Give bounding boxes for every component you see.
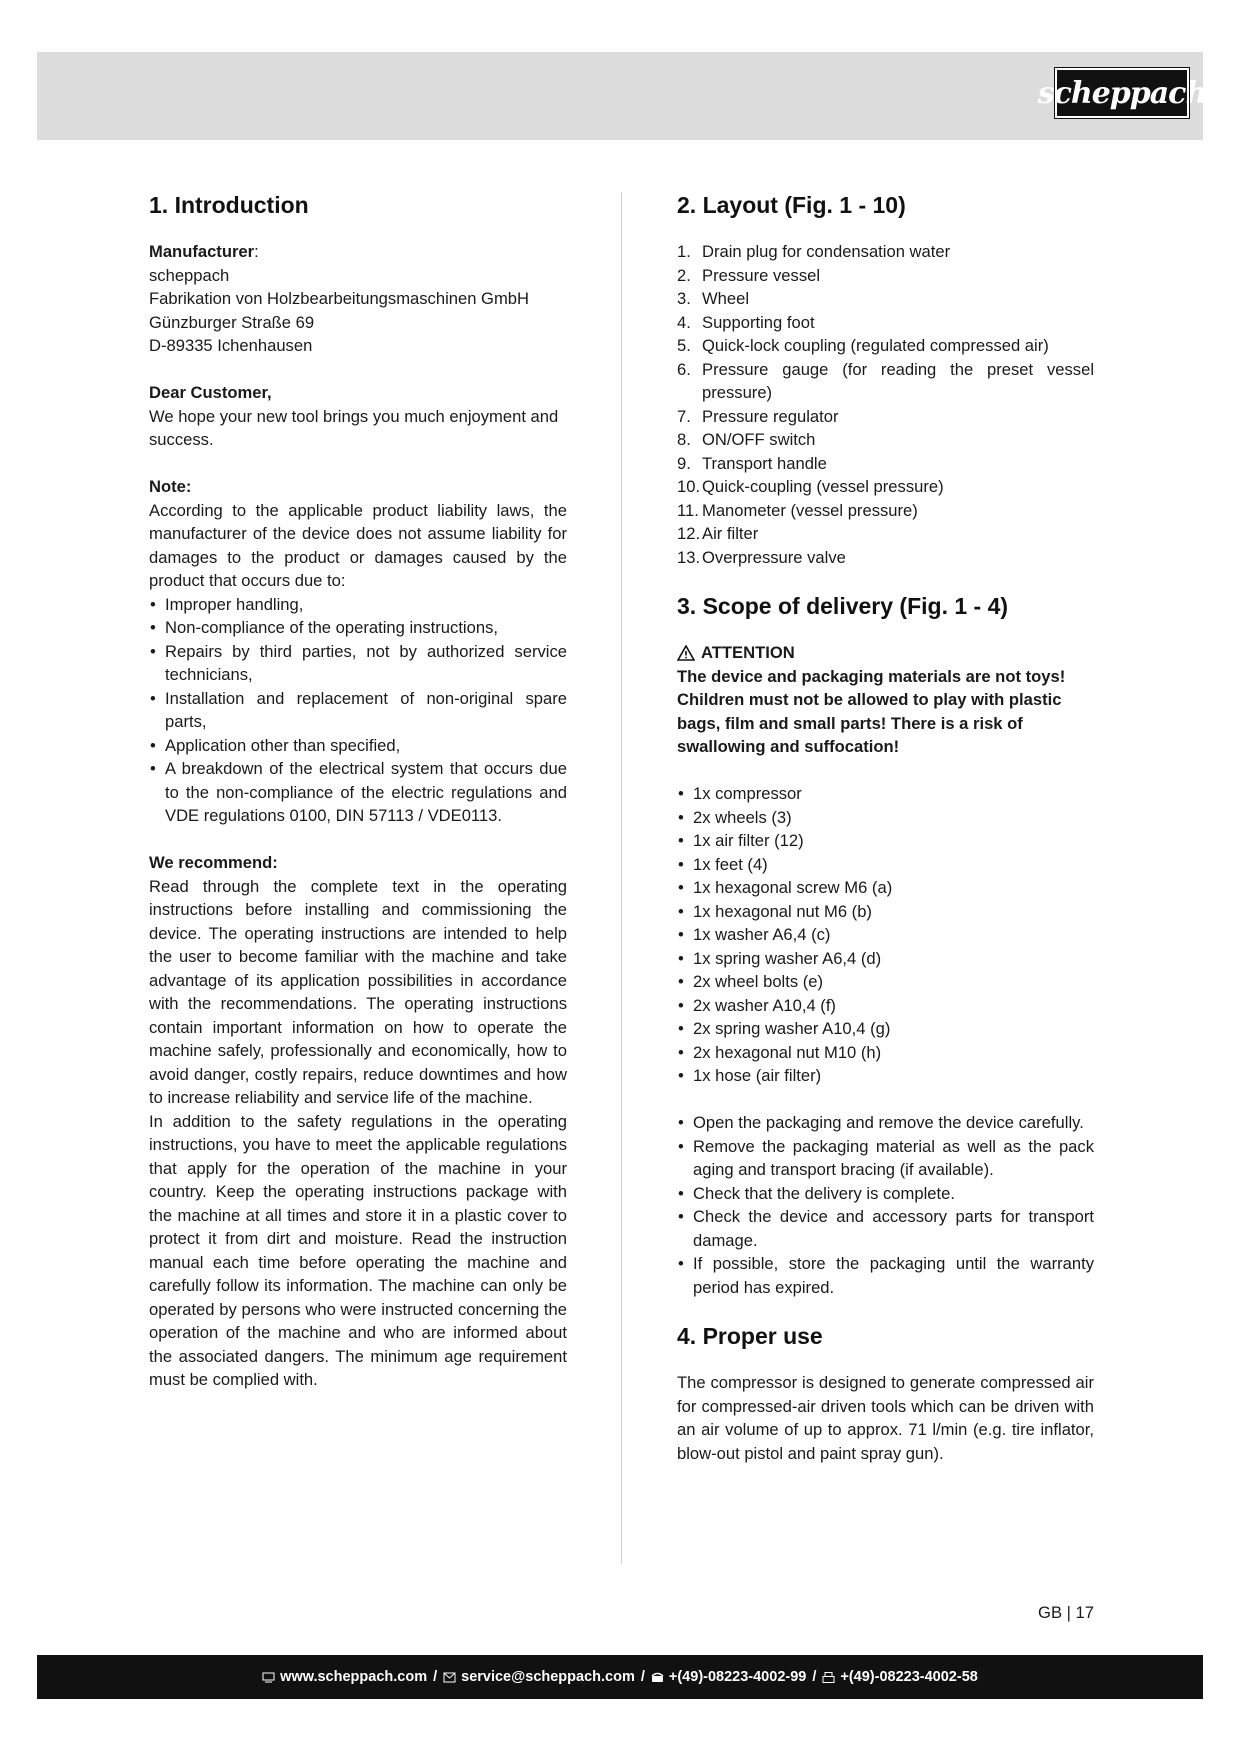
section-title-layout: 2. Layout (Fig. 1 - 10) [677, 192, 906, 218]
section-title-scope-of-delivery: 3. Scope of delivery (Fig. 1 - 4) [677, 593, 1009, 619]
list-item: • Check that the delivery is complete. [677, 1182, 1094, 1206]
proper-use-text: The compressor is designed to generate compressed air for compressed-air driven tools which can be driven with an air volume of up to approx. 71 l/min (e.g. tire inflator, blow-out pistol and paint spray gun). [677, 1373, 1094, 1463]
dear-customer-text: We hope your new tool brings you much enjoyment and success. [149, 406, 559, 449]
list-item: • 1x feet (4) [677, 853, 1094, 877]
list-item: • 1x air filter (12) [677, 829, 1094, 853]
list-item: 11. Manometer (vessel pressure) [677, 500, 918, 520]
recommend-paragraph: In addition to the safety regulations in the operating instructions, you have to meet the applicable regulations that apply for the operation of the machine in your country. Keep the operating instructions package with the machine at all times and store it in a plastic cover to protect it from dirt and moisture. Read the instruction manual each time before operating the machine and carefully follow its information. The machine can only be operated by persons who were instructed concerning the operation of the machine and who are informed about the associated dangers. The minimum age requirement must be complied with. [149, 1111, 567, 1389]
manufacturer-line: scheppach [149, 265, 230, 285]
footer-fax[interactable]: +(49)-08223-4002-58 [822, 1669, 977, 1685]
section-title-introduction: 1. Introduction [149, 192, 309, 218]
list-item: • Remove the packaging material as well as the pack aging and transport bracing (if available). [677, 1135, 1094, 1182]
list-item: 6. Pressure gauge (for reading the preset vessel pressure) [677, 359, 1094, 402]
footer-separator: / [433, 1669, 438, 1685]
list-item: • 2x spring washer A10,4 (g) [677, 1017, 1094, 1041]
list-item: • Installation and replacement of non-original spare parts, [149, 687, 567, 734]
list-item: • If possible, store the packaging until the warranty period has expired. [677, 1252, 1094, 1299]
list-item: • 1x compressor [677, 782, 1094, 806]
brand-logo: scheppach [1055, 68, 1189, 118]
list-item: • Improper handling, [149, 593, 567, 617]
footer-email[interactable]: service@scheppach.com [443, 1669, 635, 1685]
header-bar [37, 52, 1207, 140]
right-column [677, 190, 1094, 1465]
list-item: • Open the packaging and remove the device carefully. [677, 1111, 1094, 1135]
list-item: • 1x hose (air filter) [677, 1064, 1094, 1088]
manufacturer-line: Günzburger Straße 69 [149, 312, 315, 332]
footer-website[interactable]: www.scheppach.com [262, 1669, 427, 1685]
note-text: According to the applicable product liability laws, the manufacturer of the device does not assume liability for damages to the product or damages caused by the product that occurs due to: [149, 500, 567, 590]
list-item: 3. Wheel [677, 289, 750, 308]
computer-icon [262, 1672, 275, 1683]
footer-separator: / [812, 1669, 817, 1685]
dear-customer-label: Dear Customer, [149, 383, 272, 402]
list-item: • 1x hexagonal nut M6 (b) [677, 900, 1094, 924]
layout-list [677, 240, 1094, 569]
list-item: 5. Quick-lock coupling (regulated compressed air) [677, 336, 1049, 355]
attention-heading [677, 641, 1094, 665]
list-item: • Repairs by third parties, not by authorized service technicians, [149, 640, 567, 687]
delivery-list [677, 782, 1094, 1088]
unpacking-steps [677, 1111, 1094, 1299]
manufacturer-line: Fabrikation von Holzbearbeitungsmaschinen GmbH [149, 289, 530, 308]
manufacturer-line: D-89335 Ichenhausen [149, 336, 313, 355]
fax-icon [822, 1672, 835, 1683]
recommend-label: We recommend: [149, 853, 278, 872]
manufacturer-block: Manufacturer: scheppach Fabrikation von Holzbearbeitungsmaschinen GmbH Günzburger Straße 69 D-89335 Ichenhausen [149, 240, 567, 358]
column-divider [621, 192, 622, 1564]
footer-phone[interactable]: +(49)-08223-4002-99 [651, 1669, 806, 1685]
list-item: 10. Quick-coupling (vessel pressure) [677, 477, 944, 496]
warning-icon [677, 645, 695, 661]
list-item: • Application other than specified, [149, 734, 567, 758]
footer-bar [37, 1655, 1203, 1699]
list-item: • 2x wheels (3) [677, 806, 1094, 830]
list-item: • 1x hexagonal screw M6 (a) [677, 876, 1094, 900]
list-item: • 2x washer A10,4 (f) [677, 994, 1094, 1018]
list-item: • A breakdown of the electrical system that occurs due to the non-compliance of the electric regulations and VDE regulations 0100, DIN 57113 / VDE0113. [149, 757, 567, 828]
mail-icon [443, 1672, 456, 1683]
section-title-proper-use: 4. Proper use [677, 1323, 823, 1349]
recommend-paragraph: Read through the complete text in the operating instructions before installing and commissioning the device. The operating instructions are intended to help the user to become familiar with the machine and take advantage of its application possibilities in accordance with the recommendations. The operating instructions contain important information on how to operate the machine safely, professionally and economically, how to avoid danger, costly repairs, reduce downtimes and how to increase reliability and service life of the machine. [149, 876, 567, 1107]
page-number: GB | 17 [1038, 1603, 1094, 1622]
manufacturer-label: Manufacturer [149, 242, 255, 261]
footer-separator: / [640, 1669, 645, 1685]
list-item: 12. Air filter [677, 524, 759, 543]
list-item: • 2x hexagonal nut M10 (h) [677, 1041, 1094, 1065]
attention-label: ATTENTION [701, 643, 795, 662]
list-item: 1. Drain plug for condensation water [677, 242, 951, 261]
list-item: 4. Supporting foot [677, 312, 815, 332]
attention-text: The device and packaging materials are not toys! Children must not be allowed to play with plastic bags, film and small parts! There is a risk of swallowing and suffocation! [677, 666, 1066, 756]
list-item: • Check the device and accessory parts for transport damage. [677, 1205, 1094, 1252]
phone-icon [651, 1672, 664, 1683]
note-label: Note: [149, 477, 192, 496]
list-item: 8. ON/OFF switch [677, 430, 816, 449]
list-item: • 2x wheel bolts (e) [677, 970, 1094, 994]
list-item: 2. Pressure vessel [677, 265, 821, 285]
list-item: 13. Overpressure valve [677, 547, 846, 567]
left-column [149, 190, 567, 1392]
list-item: 7. Pressure regulator [677, 406, 839, 426]
note-list [149, 593, 567, 828]
list-item: • 1x washer A6,4 (c) [677, 923, 1094, 947]
list-item: • Non-compliance of the operating instructions, [149, 616, 567, 640]
list-item: 9. Transport handle [677, 453, 827, 473]
list-item: • 1x spring washer A6,4 (d) [677, 947, 1094, 971]
